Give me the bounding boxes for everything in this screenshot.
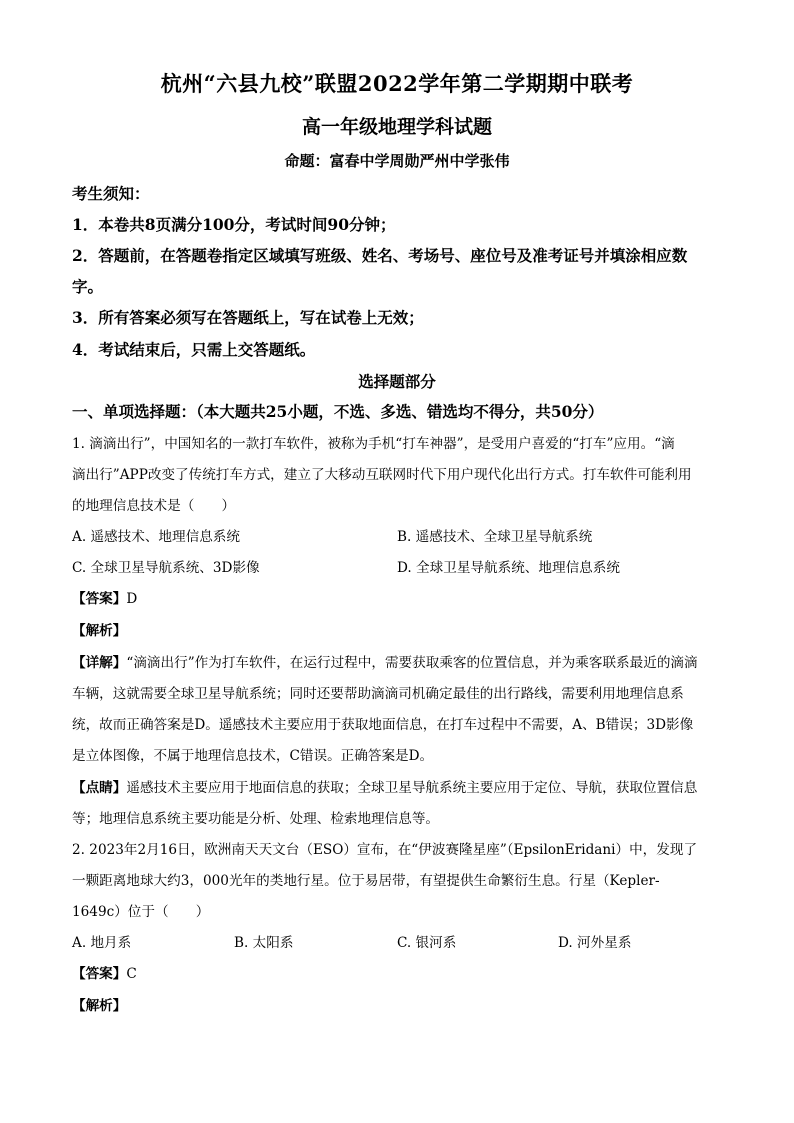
- q1-tip-line: [72, 776, 697, 796]
- exam-authors: 命题：富春中学周勋严州中学张伟: [284, 152, 510, 170]
- q1-detail-line: 是立体图像，不属于地理信息技术，C错误。正确答案是D。: [72, 748, 434, 764]
- q2-option-c: C. 银河系: [397, 935, 457, 951]
- q2-line: 2. 2023年2月16日，欧洲南天天文台（ESO）宣布，在“伊波赛隆星座”（EpsilonEridani）中，发现了: [72, 842, 698, 858]
- exam-title: 杭州“六县九校”联盟2022学年第二学期期中联考: [160, 71, 634, 96]
- q1-line: 1. 滴滴出行”，中国知名的一款打车软件，被称为手机“打车神器”，是受用户喜爱的“打车”应用。“滴: [72, 436, 675, 452]
- notice-item: 1．本卷共8页满分100分，考试时间90分钟；: [72, 215, 396, 234]
- q1-tip-line: 等；地理信息系统主要功能是分析、处理、检索地理信息等。: [72, 811, 440, 827]
- analysis-tag: 【解析】: [72, 998, 127, 1014]
- notice-item: 字。: [72, 277, 104, 296]
- q1-detail-line: 统，故而正确答案是D。遥感技术主要应用于获取地面信息，在打车过程中不需要，A、B错误；3D影像: [72, 717, 694, 733]
- q1-line: 滴出行”APP改变了传统打车方式，建立了大移动互联网时代下用户现代化出行方式。打车软件可能利用: [72, 467, 692, 483]
- q2-line: 一颗距离地球大约3，000光年的类地行星。位于易居带，有望提供生命繁衍生息。行星（Kepler-: [72, 873, 660, 889]
- q2-option-d: D. 河外星系: [558, 935, 632, 951]
- detail-text: “滴滴出行”作为打车软件，在运行过程中，需要获取乘客的位置信息，并为乘客联系最近的滴滴: [126, 655, 698, 671]
- q1-line: 的地理信息技术是（ ）: [72, 498, 236, 514]
- q2-line: 1649c）位于（ ）: [72, 904, 210, 920]
- notice-heading: 考生须知：: [72, 184, 150, 203]
- q1-option-d: D. 全球卫星导航系统、地理信息系统: [397, 560, 620, 576]
- q1-analysis: [72, 619, 126, 639]
- analysis-tag: 【解析】: [72, 623, 127, 639]
- notice-item: 3．所有答案必须写在答题纸上，写在试卷上无效；: [72, 308, 424, 327]
- q2-answer: [72, 962, 137, 982]
- tip-text: 遥感技术主要应用于地面信息的获取；全球卫星导航系统主要应用于定位、导航，获取位置信息: [126, 780, 698, 796]
- q2-analysis: [72, 994, 126, 1014]
- detail-tag: 【详解】: [72, 655, 127, 671]
- q2-option-b: B. 太阳系: [234, 935, 294, 951]
- q1-option-b: B. 遥感技术、全球卫星导航系统: [397, 529, 593, 545]
- answer-value: C: [126, 966, 137, 982]
- q1-option-a: A. 遥感技术、地理信息系统: [72, 529, 240, 545]
- section-title: 选择题部分: [358, 372, 436, 391]
- notice-item: 4．考试结束后，只需上交答题纸。: [72, 340, 316, 359]
- q1-detail-line: [72, 651, 698, 671]
- part-heading: 一、单项选择题：（本大题共25小题，不选、多选、错选均不得分，共50分）: [72, 402, 604, 421]
- answer-tag: 【答案】: [72, 591, 127, 607]
- q2-option-a: A. 地月系: [72, 935, 132, 951]
- q1-detail-line: 车辆，这就需要全球卫星导航系统；同时还要帮助滴滴司机确定最佳的出行路线，需要利用地理信息系: [72, 686, 684, 702]
- exam-subtitle: 高一年级地理学科试题: [301, 116, 492, 138]
- tip-tag: 【点睛】: [72, 780, 127, 796]
- answer-tag: 【答案】: [72, 966, 127, 982]
- q1-answer: [72, 587, 137, 607]
- q1-option-c: C. 全球卫星导航系统、3D影像: [72, 560, 260, 576]
- answer-value: D: [126, 591, 138, 607]
- notice-item: 2．答题前，在答题卷指定区域填写班级、姓名、考场号、座位号及准考证号并填涂相应数: [72, 246, 688, 265]
